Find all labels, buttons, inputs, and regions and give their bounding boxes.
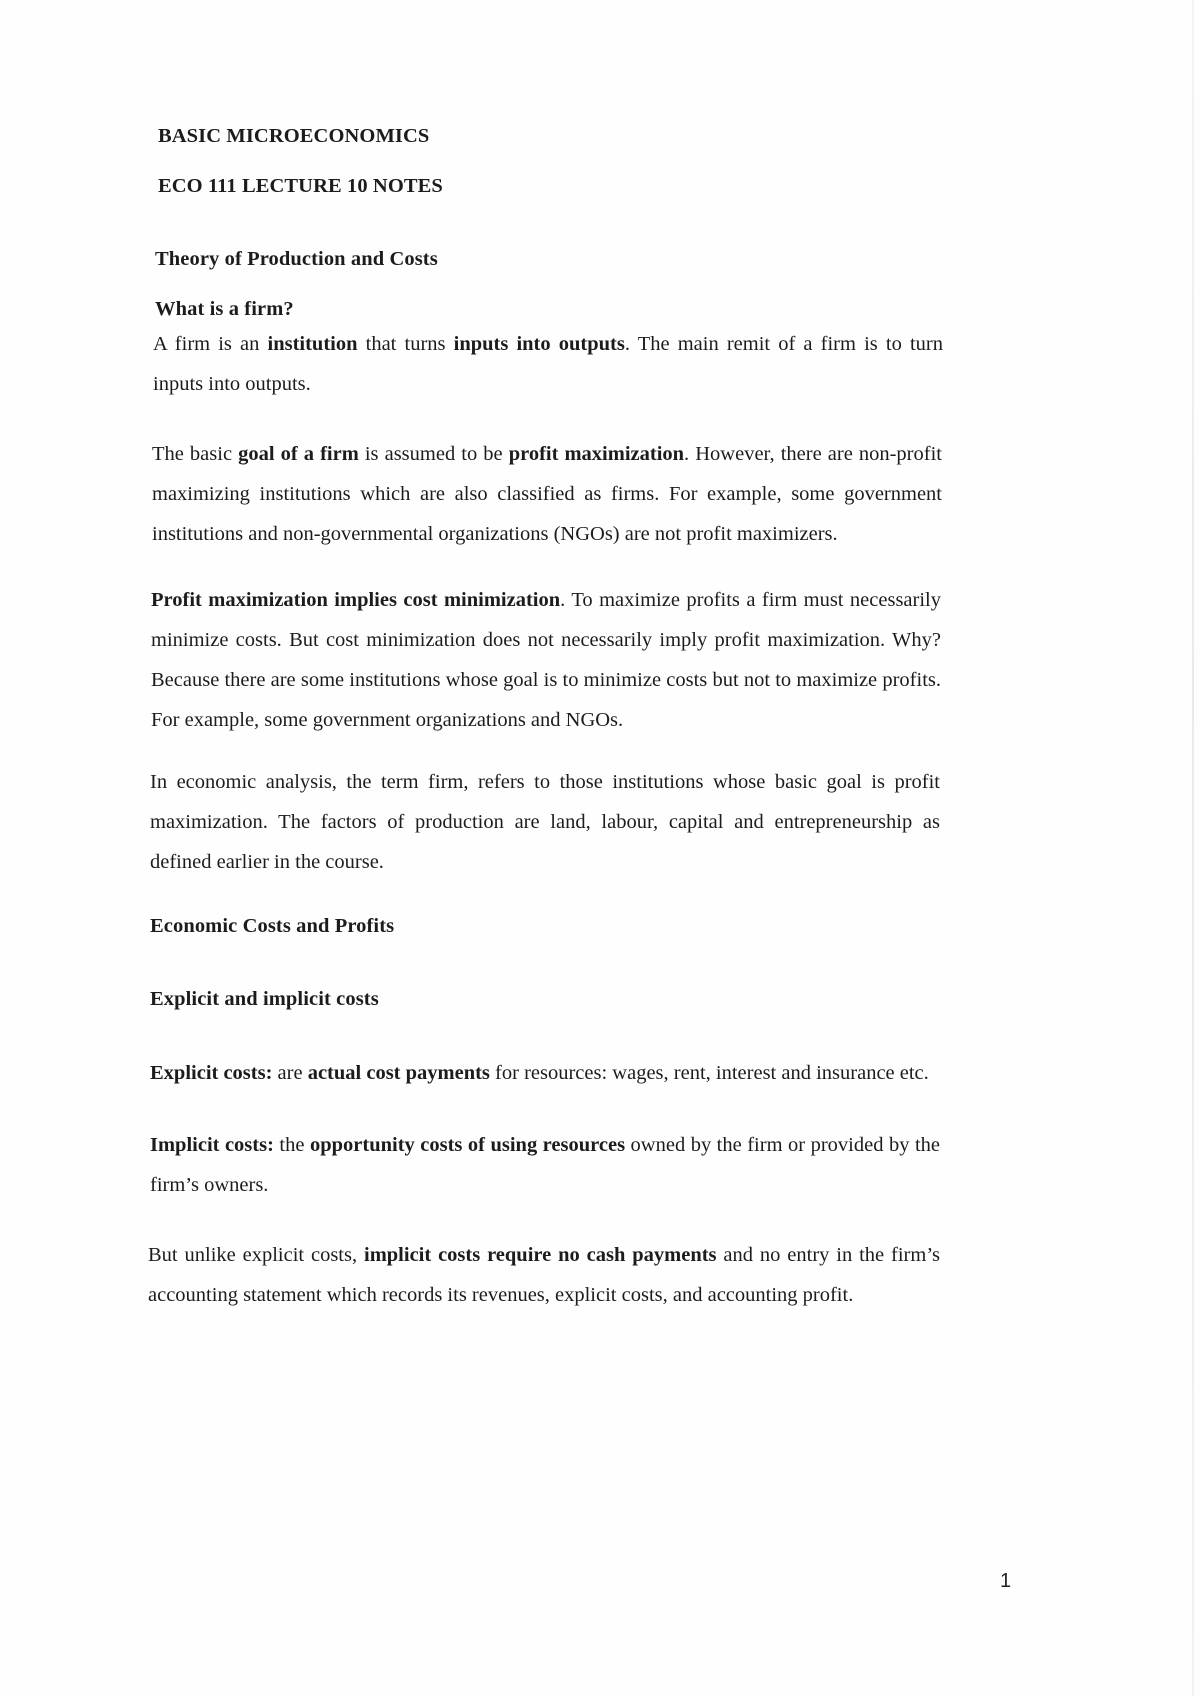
text-run: and no entry in the firm’s accounting statement which records its revenues, explicit costs, and accounting profit.	[148, 1244, 941, 1306]
bold-run: institution	[267, 333, 358, 355]
course-title: BASIC MICROECONOMICS	[158, 125, 430, 147]
text-run: for resources: wages, rent, interest and insurance etc.	[489, 1062, 929, 1084]
text-run: are	[272, 1062, 308, 1084]
bold-run: Implicit costs:	[150, 1134, 274, 1156]
bold-run: profit maximization	[508, 443, 685, 465]
bold-run: goal of a firm	[238, 443, 359, 465]
subsection-title: Explicit and implicit costs	[150, 988, 379, 1010]
bold-run: Explicit costs:	[150, 1062, 273, 1084]
text-run: But unlike explicit costs,	[148, 1244, 364, 1266]
lecture-title: ECO 111 LECTURE 10 NOTES	[158, 175, 443, 197]
text-run: . However, there are non-profit maximizing institutions which are also classified as firms. For example, some government institutions and non-governmental organizations (NGOs) are not profit maximizers.	[152, 443, 942, 545]
paragraph-explicit-costs	[150, 1053, 950, 1093]
text-run: A firm is an	[153, 333, 268, 355]
text-run: is assumed to be	[358, 443, 509, 465]
paragraph-implicit-no-cash	[148, 1235, 940, 1315]
bold-run: Profit maximization implies cost minimization	[151, 589, 561, 611]
paragraph-firm-definition	[153, 324, 943, 404]
paragraph-cost-minimization	[151, 580, 941, 740]
section2-title: Economic Costs and Profits	[150, 915, 395, 937]
text-run: . The main remit of a firm is to turn inputs into outputs.	[153, 333, 943, 395]
question-heading: What is a firm?	[155, 298, 294, 320]
bold-run: inputs into outputs	[453, 333, 625, 355]
text-run: the	[273, 1134, 310, 1156]
text-run: The basic	[152, 443, 239, 465]
bold-run: implicit costs require no cash payments	[364, 1244, 717, 1266]
bold-run: actual cost payments	[307, 1062, 490, 1084]
scan-edge-shadow	[1192, 0, 1194, 1696]
text-run: owned by the firm or provided by the firm’s owners.	[150, 1134, 940, 1196]
section-title: Theory of Production and Costs	[155, 248, 438, 270]
paragraph-firm-goal	[152, 434, 942, 554]
bold-run: opportunity costs of using resources	[309, 1134, 626, 1156]
paragraph-implicit-costs	[150, 1125, 940, 1205]
paragraph-economic-analysis	[150, 762, 940, 882]
text-run: In economic analysis, the term firm, refers to those institutions whose basic goal is profit maximization. The factors of production are land, labour, capital and entrepreneurship as defined earlier in the course.	[150, 771, 940, 873]
text-run: . To maximize profits a firm must necessarily minimize costs. But cost minimization does not necessarily imply profit maximization. Why? Because there are some institutions whose goal is to minimize costs but not to maximize profits. For example, some government organizations and NGOs.	[151, 589, 942, 731]
page-number: 1	[1000, 1570, 1012, 1592]
text-run: that turns	[357, 333, 454, 355]
